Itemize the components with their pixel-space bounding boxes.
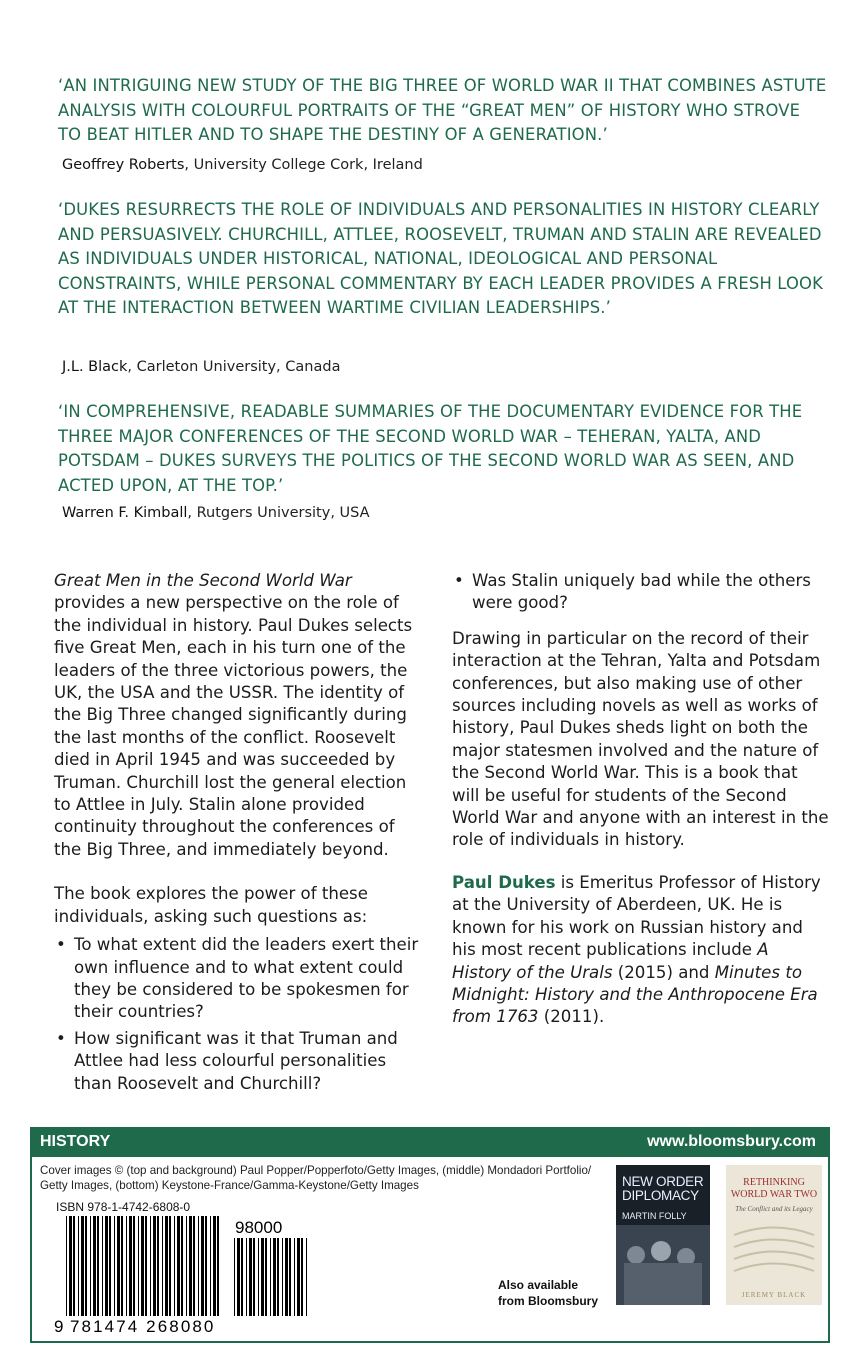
list-item: [54, 934, 426, 1024]
barcode: [54, 1216, 324, 1334]
barcode-bars: [66, 1216, 219, 1316]
related-book-subtitle-2: The Conflict and its Legacy: [735, 1205, 813, 1213]
review-quote-2: ‘DUKES RESURRECTS THE ROLE OF INDIVIDUALS AND PERSONALITIES IN HISTORY CLEARLY AND PERSUASIVELY. CHURCHILL, ATTLEE, ROOSEVELT, TRUMAN AND STALIN ARE REVEALED AS INDIVIDUALS UNDER HISTORICAL, NATIONAL, IDEOLOGICAL AND PERSONAL CONSTRAINTS, WHILE PERSONAL COMMENTARY BY EACH LEADER PROVIDES A FRESH LOOK AT THE INTERACTION BETWEEN WARTIME CIVILIAN LEADERSHIPS.’: [58, 200, 823, 318]
barcode-addon-bars: [234, 1238, 307, 1316]
author-bio: [452, 872, 830, 1029]
category-label: HISTORY: [40, 1133, 111, 1150]
bullet-icon: •: [56, 935, 66, 955]
blurb-paragraph-1: [54, 570, 426, 861]
barcode-digit-left: 9: [54, 1317, 64, 1334]
book-title-line: RETHINKING: [743, 1177, 805, 1188]
question-list: [54, 934, 426, 1095]
author-bio-text-1: is Emeritus Professor of History at the University of Aberdeen, UK. He is known for his work on Russian history and his most recent publications include: [452, 872, 821, 960]
also-available-line-1: Also available: [498, 1278, 579, 1292]
blurb-paragraph-3: Drawing in particular on the record of their interaction at the Tehran, Yalta and Potsdam conferences, but also making use of other sources including novels as well as works of history, Paul Dukes sheds light on both the major statesmen involved and the nature of the Second World War. This is a book that will be useful for students of the Second World War and anyone with an interest in the role of individuals in history.: [452, 628, 829, 850]
author-book-1: A History of the Urals: [452, 940, 769, 982]
question-text: How significant was it that Truman and Attlee had less colourful personalities than Roosevelt and Churchill?: [74, 1028, 398, 1093]
book-title-line: NEW ORDER: [622, 1174, 704, 1189]
reviewer-affiliation: , Carleton University, Canada: [127, 359, 341, 375]
review-attribution-1: [62, 157, 423, 173]
reviewer-affiliation: , University College Cork, Ireland: [184, 157, 423, 173]
review-attribution-2: [62, 359, 340, 375]
book-title-line: DIPLOMACY: [622, 1188, 699, 1203]
reviewer-name: Geoffrey Roberts: [62, 157, 185, 173]
list-item: [54, 1028, 426, 1095]
barcode-price-code: 98000: [235, 1218, 283, 1237]
review-quote-1: ‘AN INTRIGUING NEW STUDY OF THE BIG THREE OF WORLD WAR II THAT COMBINES ASTUTE ANALYSIS WITH COLOURFUL PORTRAITS OF THE “GREAT MEN” OF HISTORY WHO STROVE TO BEAT HITLER AND TO SHAPE THE DESTINY OF A GENERATION.’: [58, 76, 827, 145]
reviewer-name: J.L. Black: [62, 359, 128, 375]
list-item: [452, 570, 830, 615]
review-quote-3: ‘IN COMPREHENSIVE, READABLE SUMMARIES OF THE DOCUMENTARY EVIDENCE FOR THE THREE MAJOR CONFERENCES OF THE SECOND WORLD WAR – TEHERAN, YALTA, AND POTSDAM – DUKES SURVEYS THE POLITICS OF THE SECOND WORLD WAR AS SEEN, AND ACTED UPON, AT THE TOP.’: [58, 402, 803, 495]
related-book-author-2: JEREMY BLACK: [741, 1291, 807, 1299]
cover-credits: Cover images © (top and background) Paul Popper/Popperfoto/Getty Images, (middle) Mondadori Portfolio/ Getty Images, (bottom) Keystone-France/Gamma-Keystone/Getty Images: [40, 1164, 592, 1192]
also-available-line-2: from Bloomsbury: [498, 1294, 599, 1308]
barcode-digits: 781474 268080: [70, 1317, 216, 1334]
reviewer-affiliation: , Rutgers University, USA: [187, 505, 370, 521]
isbn-number: ISBN 978-1-4742-6808-0: [56, 1200, 191, 1214]
blurb-right-column: [452, 570, 830, 1029]
author-name: Paul Dukes: [452, 872, 556, 892]
author-bio-text-3: (2011).: [538, 1007, 605, 1027]
question-list-continued: [452, 570, 830, 615]
book-title-line: WORLD WAR TWO: [730, 1189, 818, 1200]
also-available-label: [498, 1277, 598, 1309]
related-book-cover-1[interactable]: [616, 1165, 710, 1305]
publisher-website-link[interactable]: www.bloomsbury.com: [647, 1133, 816, 1150]
blurb-paragraph-2: The book explores the power of these individuals, asking such questions as:: [54, 884, 368, 926]
bullet-icon: •: [56, 1028, 66, 1048]
related-book-author-1: MARTIN FOLLY: [622, 1211, 687, 1221]
bullet-icon: •: [454, 571, 464, 590]
footer-panel: [30, 1127, 830, 1343]
book-title: Great Men in the Second World War: [54, 571, 352, 590]
question-text: To what extent did the leaders exert their own influence and to what extent could they be considered to be spokesmen for their countries?: [74, 935, 419, 1022]
question-text: Was Stalin uniquely bad while the others were good?: [472, 571, 811, 613]
related-book-title-2: [726, 1177, 822, 1201]
review-attribution-3: [62, 505, 370, 521]
reviewer-name: Warren F. Kimball: [62, 505, 188, 521]
related-book-cover-2[interactable]: [726, 1165, 822, 1305]
author-bio-text-2: (2015) and: [612, 962, 715, 982]
related-book-title-1: [622, 1175, 703, 1203]
blurb-paragraph-1-text: provides a new perspective on the role of the individual in history. Paul Dukes selects five Great Men, each in his turn one of the leaders of the three victorious powers, the UK, the USA and the USSR. The identity of the Big Three changed significantly during the last months of the conflict. Roosevelt died in April 1945 and was succeeded by Truman. Churchill lost the general election to Attlee in July. Stalin alone provided continuity throughout the conferences of the Big Three, and immediately beyond.: [54, 593, 413, 859]
blurb-left-column: [54, 570, 426, 1095]
author-book-2: Minutes to Midnight: History and the Anthropocene Era from 1763: [452, 962, 818, 1027]
footer-bar: [32, 1129, 828, 1157]
